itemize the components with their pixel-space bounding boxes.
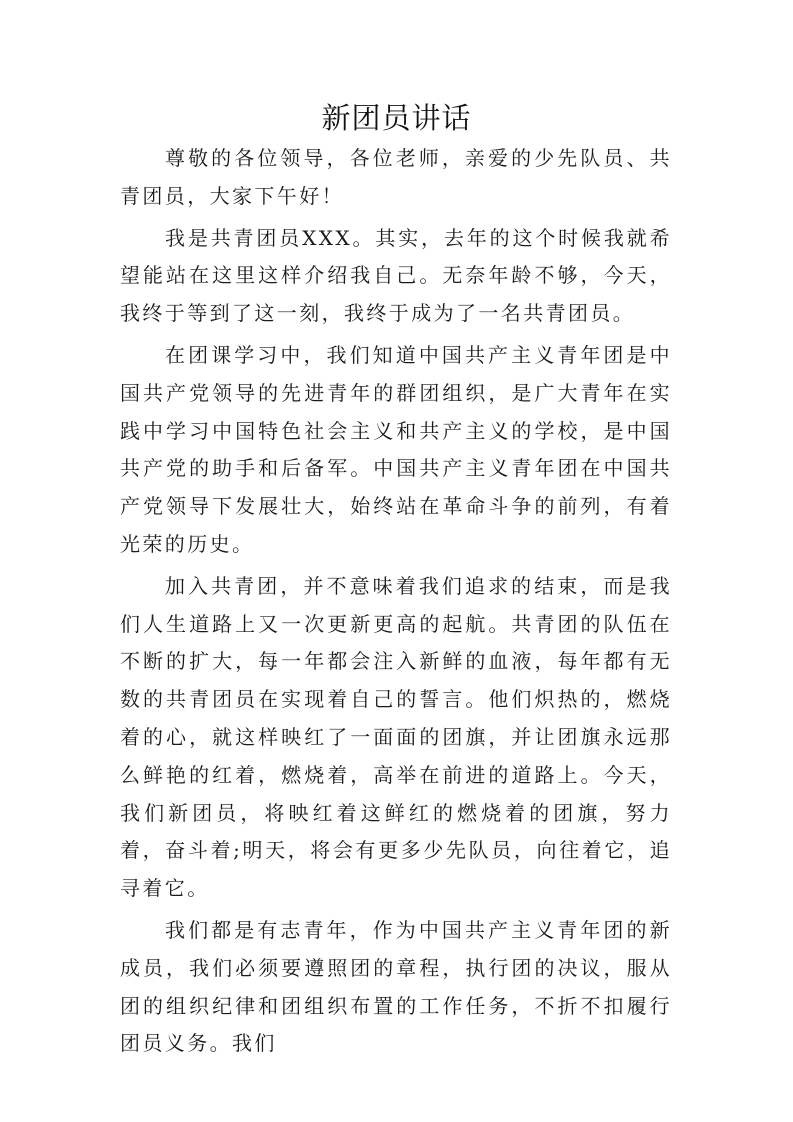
paragraph-introduction: 我是共青团员XXX。其实，去年的这个时候我就希望能站在这里这样介绍我自己。无奈年龄不够，今天，我终于等到了这一刻，我终于成为了一名共青团员。 [120,225,672,326]
document-title: 新团员讲话 [321,101,472,135]
paragraph-new-start: 加入共青团，并不意味着我们追求的结束，而是我们人生道路上又一次更新更高的起航。共青团的队伍在不断的扩大，每一年都会注入新鲜的血液，每年都有无数的共青团员在实现着自己的誓言。他们炽热的，燃烧着的心，就这样映红了一面面的团旗，并让团旗永远那么鲜艳的红着，燃烧着，高举在前进的道路上。今天，我们新团员，将映红着这鲜红的燃烧着的团旗，努力着，奋斗着;明天，将会有更多少先队员，向往着它，追寻着它。 [120,573,672,901]
document-body [120,140,672,1067]
paragraph-league-description: 在团课学习中，我们知道中国共产主义青年团是中国共产党领导的先进青年的群团组织，是广大青年在实践中学习中国特色社会主义和共产主义的学校，是中国共产党的助手和后备军。中国共产主义青年团在中国共产党领导下发展壮大，始终站在革命斗争的前列，有着光荣的历史。 [120,342,672,556]
paragraph-greeting: 尊敬的各位领导，各位老师，亲爱的少先队员、共青团员，大家下午好！ [120,146,672,208]
paragraph-obligations: 我们都是有志青年，作为中国共产主义青年团的新成员，我们必须要遵照团的章程，执行团的决议，服从团的组织纪律和团组织布置的工作任务，不折不扣履行团员义务。我们 [120,917,672,1056]
